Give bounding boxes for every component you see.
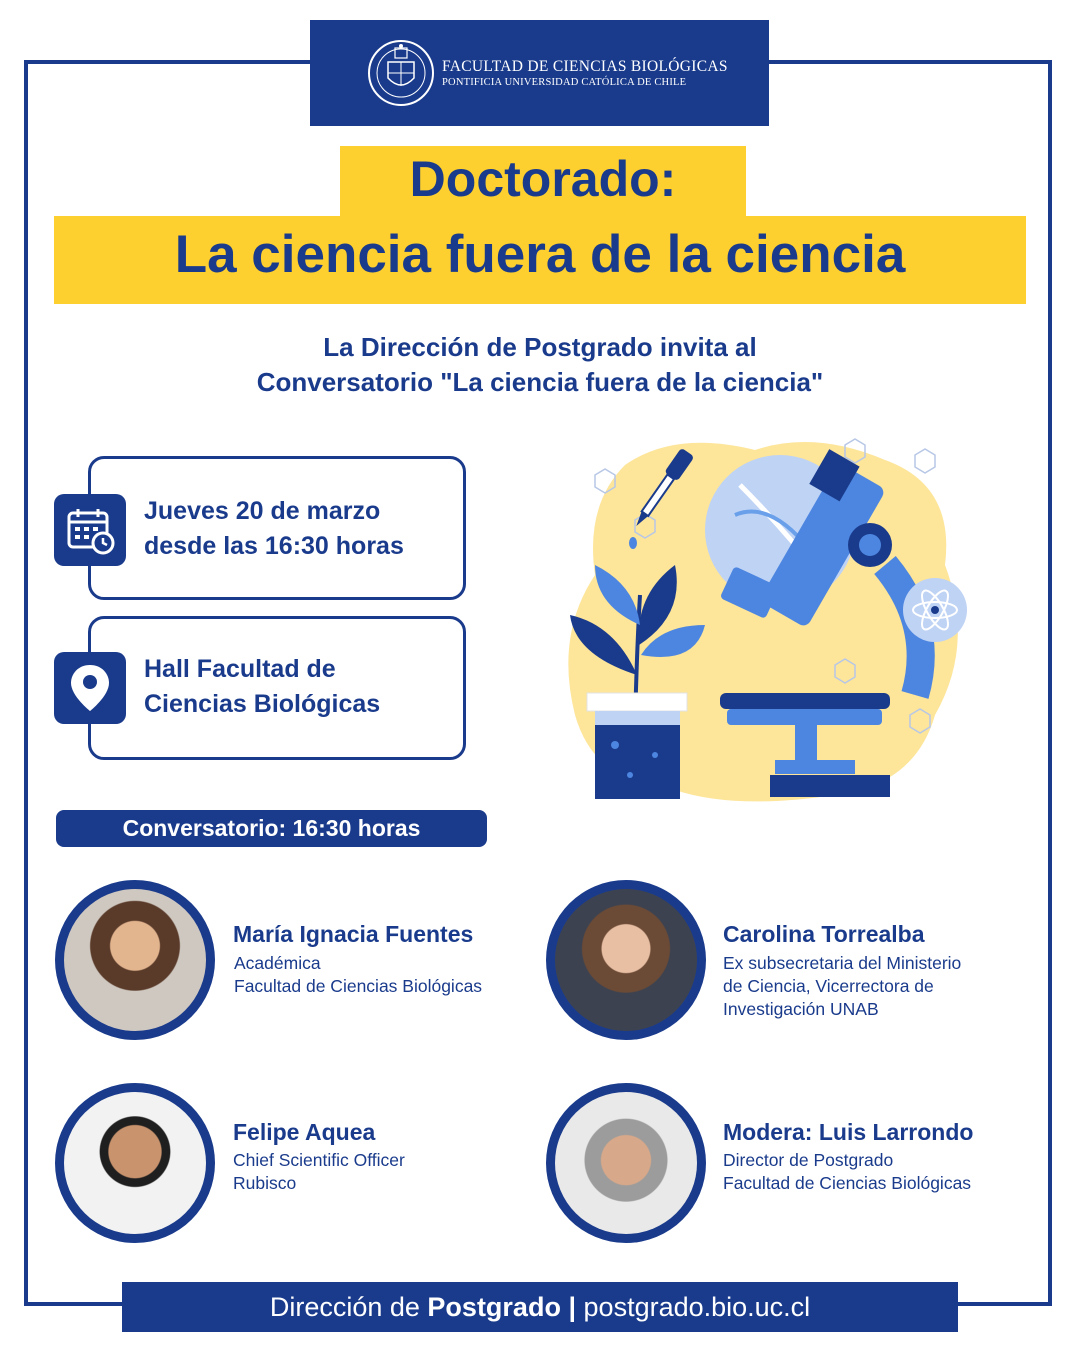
avatar-felipe-aquea: [55, 1083, 215, 1243]
invitation-line1: La Dirección de Postgrado invita al: [323, 332, 757, 362]
speaker-role: [233, 1149, 405, 1195]
speaker-role-line2: Facultad de Ciencias Biológicas: [234, 976, 483, 996]
event-location: [144, 652, 380, 722]
avatar-carolina-torrealba: [546, 880, 706, 1040]
speaker-role-line3: Investigación UNAB: [723, 999, 879, 1019]
speaker-name: Modera: Luis Larrondo: [723, 1119, 974, 1145]
microscope-illustration: [555, 425, 995, 815]
footer-bar: [122, 1282, 958, 1332]
faculty-header: [310, 20, 769, 126]
footer-bold: Postgrado: [427, 1291, 561, 1322]
speaker-name: Felipe Aquea: [233, 1119, 376, 1145]
calendar-clock-icon: [54, 494, 126, 566]
footer-prefix: Dirección de: [269, 1291, 420, 1322]
place-line1: Hall Facultad de: [144, 655, 336, 683]
speaker-role: [723, 1149, 971, 1195]
faculty-name: FACULTAD DE CIENCIAS BIOLÓGICAS: [442, 58, 728, 75]
avatar-maria-ignacia-fuentes: [55, 880, 215, 1040]
event-date: [144, 494, 404, 564]
page-title-line1: Doctorado:: [409, 151, 677, 207]
footer-url-link[interactable]: postgrado.bio.uc.cl: [583, 1291, 811, 1322]
invitation-text: [0, 330, 1080, 400]
place-line2: Ciencias Biológicas: [144, 690, 381, 718]
date-line1: Jueves 20 de marzo: [144, 497, 381, 525]
date-line2: desde las 16:30 horas: [144, 532, 404, 560]
speaker-role-line2: de Ciencia, Vicerrectora de: [723, 976, 934, 996]
university-seal-icon: [366, 38, 436, 108]
speaker-role-line2: Facultad de Ciencias Biológicas: [723, 1173, 972, 1193]
invitation-line2: Conversatorio "La ciencia fuera de la ciencia": [256, 367, 824, 397]
speaker-role-line2: Rubisco: [233, 1173, 297, 1193]
speaker-role-line1: Académica: [234, 953, 321, 973]
footer-separator: |: [568, 1291, 577, 1322]
speaker-role: [234, 952, 482, 998]
speaker-role-line1: Chief Scientific Officer: [233, 1150, 405, 1170]
page-title-line2: La ciencia fuera de la ciencia: [174, 225, 906, 284]
location-pin-icon: [54, 652, 126, 724]
conversatorio-time-badge: Conversatorio: 16:30 horas: [56, 810, 487, 847]
speaker-role-line1: Director de Postgrado: [723, 1150, 894, 1170]
university-name: PONTIFICIA UNIVERSIDAD CATÓLICA DE CHILE: [442, 77, 687, 88]
avatar-luis-larrondo: [546, 1083, 706, 1243]
speaker-name: María Ignacia Fuentes: [233, 921, 474, 947]
speaker-name: Carolina Torrealba: [723, 921, 925, 947]
speaker-role: [723, 952, 961, 1021]
speaker-role-line1: Ex subsecretaria del Ministerio: [723, 953, 962, 973]
